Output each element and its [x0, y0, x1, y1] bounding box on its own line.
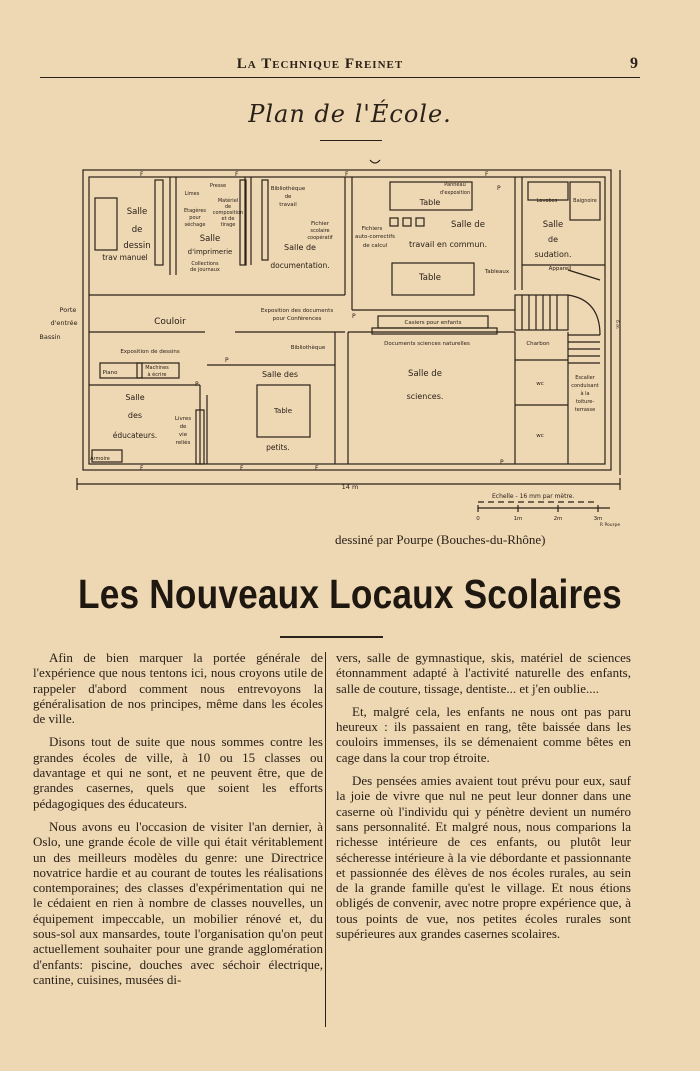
- svg-text:des: des: [127, 411, 143, 420]
- svg-text:et de: et de: [221, 216, 235, 222]
- svg-text:F: F: [240, 465, 244, 472]
- paragraph: Afin de bien marquer la portée générale de l'expérience que nous tentons ici, nous croyons utile de rappeler d'abord comment nous entrevoyons la généralisation de nos principes, même dans les écoles de ville.: [33, 650, 323, 727]
- paragraph: Et, malgré cela, les enfants ne nous ont pas paru heureux : ils passaient en rang, tête baissée dans les couloirs immenses, ils se démenaient comme bêtes en cage dans la cour trop étroite.: [336, 703, 631, 765]
- svg-text:F: F: [140, 171, 144, 178]
- svg-text:d'imprimerie: d'imprimerie: [187, 248, 233, 256]
- svg-text:Table: Table: [419, 198, 441, 207]
- svg-text:Collections: Collections: [191, 261, 219, 267]
- label-couloir: Couloir: [154, 317, 186, 327]
- svg-text:documentation.: documentation.: [270, 261, 330, 270]
- svg-text:sciences.: sciences.: [406, 392, 444, 401]
- svg-text:vie: vie: [178, 432, 188, 438]
- svg-text:Appareil: Appareil: [548, 266, 572, 272]
- article-title-rule: [280, 636, 383, 638]
- svg-text:Limes: Limes: [184, 191, 200, 197]
- svg-text:P: P: [500, 459, 504, 466]
- svg-text:Lavabos: Lavabos: [536, 198, 558, 204]
- svg-text:de calcul: de calcul: [362, 243, 388, 249]
- svg-text:à la: à la: [580, 391, 590, 397]
- svg-text:de: de: [284, 194, 292, 200]
- right-column: [336, 650, 631, 949]
- svg-text:terrasse: terrasse: [574, 407, 596, 413]
- svg-text:Exposition de dessins: Exposition de dessins: [120, 349, 180, 355]
- svg-text:Table: Table: [419, 273, 441, 283]
- svg-text:Baignoire: Baignoire: [573, 198, 597, 204]
- svg-text:Fichier: Fichier: [311, 221, 329, 227]
- svg-text:F: F: [345, 171, 349, 178]
- svg-text:P: P: [352, 313, 356, 320]
- svg-text:0: 0: [476, 516, 480, 522]
- svg-text:Bibliothèque: Bibliothèque: [270, 186, 306, 192]
- svg-text:de: de: [131, 225, 143, 235]
- svg-text:Charbon: Charbon: [526, 341, 550, 347]
- svg-text:Tableaux: Tableaux: [484, 269, 510, 275]
- svg-text:coopératif: coopératif: [307, 235, 333, 241]
- dessin-cabinet: [95, 198, 117, 250]
- svg-text:petits.: petits.: [266, 443, 290, 452]
- article-body: [33, 650, 633, 1030]
- svg-text:éducateurs.: éducateurs.: [112, 431, 158, 440]
- svg-text:sudation.: sudation.: [534, 250, 572, 259]
- svg-text:Piano: Piano: [102, 370, 118, 376]
- svg-text:de journaux: de journaux: [190, 267, 220, 273]
- svg-text:F: F: [485, 171, 489, 178]
- paragraph: Disons tout de suite que nous sommes contre les grandes écoles de ville, à 10 ou 15 classes ou davantage et qui ne sont, et ne peuvent être, que de grandes casernes, quels que soient les efforts pédagogiques des éducateurs.: [33, 734, 323, 811]
- svg-text:F: F: [140, 465, 144, 472]
- svg-text:F: F: [235, 171, 239, 178]
- svg-text:scolaire: scolaire: [310, 228, 330, 234]
- school-floor-plan: [0, 150, 700, 540]
- svg-text:reliés: reliés: [175, 440, 191, 446]
- svg-text:Exposition des documents: Exposition des documents: [260, 308, 334, 314]
- svg-text:toiture-: toiture-: [575, 399, 595, 405]
- svg-text:composition: composition: [212, 210, 244, 216]
- svg-text:auto-correctifs: auto-correctifs: [354, 234, 396, 240]
- label-salle-documentation: Salle de: [284, 243, 316, 252]
- svg-text:travail: travail: [279, 202, 297, 208]
- label-salle-dessin: Salle: [126, 207, 148, 217]
- plan-signature: R Pourpe: [599, 523, 621, 528]
- svg-text:2m: 2m: [553, 516, 563, 522]
- article-title: Les Nouveaux Locaux Scolaires: [78, 571, 622, 617]
- svg-text:1m: 1m: [513, 516, 523, 522]
- svg-text:Livres: Livres: [174, 416, 192, 422]
- svg-text:conduisant: conduisant: [571, 383, 599, 389]
- svg-text:pour: pour: [189, 215, 201, 221]
- staircase: [515, 270, 600, 363]
- svg-text:wc: wc: [536, 433, 544, 439]
- page-number: 9: [630, 55, 638, 72]
- plan-title: Plan de l'École.: [248, 100, 452, 128]
- column-divider: [325, 652, 326, 1027]
- svg-text:P: P: [225, 357, 229, 364]
- svg-text:P: P: [195, 381, 199, 388]
- svg-text:F: F: [315, 465, 319, 472]
- svg-text:trav manuel: trav manuel: [102, 253, 148, 262]
- paragraph: Des pensées amies avaient tout prévu pour eux, sauf la joie de vivre que nul ne peut leur donner dans une caserne où l'individu qui y pénètre devient un numéro sans personnalité. Et malgré nous, nous comparions la richesse intérieure de ces enfants, ou plutôt leur sécheresse intérieure à la vie débordante et passionnante et passionnée des élèves de nos écoles rurales, au sein de la grande famille qu'est le village. Et nous étions obligés de convenir, avec notre propre expérience que, à tous points de vue, nos petites écoles rurales sont supérieures aux grandes casernes scolaires.: [336, 773, 631, 942]
- svg-text:Documents sciences naturelles: Documents sciences naturelles: [384, 341, 470, 347]
- svg-text:travail en commun.: travail en commun.: [408, 240, 488, 249]
- running-title: La Technique Freinet: [236, 56, 404, 72]
- plan-credit: dessiné par Pourpe (Bouches-du-Rhône): [335, 532, 546, 547]
- svg-text:séchage: séchage: [184, 222, 206, 228]
- arch-mark: [370, 160, 380, 163]
- svg-text:Panneau: Panneau: [444, 182, 466, 188]
- label-salle-educateurs: Salle: [125, 393, 145, 402]
- svg-text:Machines: Machines: [145, 365, 169, 371]
- svg-text:Etagères: Etagères: [183, 208, 207, 214]
- svg-text:dessin: dessin: [123, 241, 151, 251]
- svg-text:d'entrée: d'entrée: [50, 319, 78, 327]
- paragraph: Nous avons eu l'occasion de visiter l'an dernier, à Oslo, une grande école de ville qui était véritablement un des meilleurs modèles du genre: une Directrice novatrice hardie et au courant de toutes les réalisations contemporaines; des classes d'expérimentation qui ne le cédaient en rien à nombre de classes nouvelles, un équipement impeccable, un mobilier rénové et, du sous-sol aux mansardes, toute l'organisation qu'on peut actuellement souhaiter pour une grande agglomération d'enfants: piscine, douches avec séchoir électrique, cantine, cuisines, musées di-: [33, 818, 323, 987]
- svg-text:Armoire: Armoire: [90, 456, 110, 462]
- svg-text:wc: wc: [536, 381, 544, 387]
- running-head: [40, 55, 640, 78]
- svg-text:d'exposition: d'exposition: [439, 190, 471, 196]
- svg-text:Presse: Presse: [209, 183, 227, 189]
- dimension-label: 14 m: [341, 483, 359, 491]
- label-salle-sciences: Salle de: [408, 369, 442, 379]
- svg-text:3m: 3m: [593, 516, 603, 522]
- svg-text:Porte: Porte: [59, 306, 77, 314]
- plan-title-underline: [320, 140, 382, 141]
- svg-text:Bibliothèque: Bibliothèque: [290, 345, 326, 351]
- svg-text:Table: Table: [273, 407, 293, 415]
- label-salle-imprimerie: Salle: [199, 234, 221, 244]
- svg-text:pour Conférences: pour Conférences: [272, 316, 322, 322]
- svg-text:tirage: tirage: [220, 222, 236, 228]
- svg-text:Escalier: Escalier: [575, 375, 595, 381]
- svg-text:Fichiers: Fichiers: [361, 226, 383, 232]
- label-salle-petits: Salle des: [261, 370, 299, 379]
- svg-text:Casiers pour enfants: Casiers pour enfants: [404, 320, 462, 326]
- label-salle-travail: Salle de: [451, 220, 485, 230]
- scale-caption: Echelle - 16 mm par mètre.: [492, 493, 575, 500]
- svg-text:Bassin: Bassin: [39, 333, 61, 341]
- svg-text:à écrire: à écrire: [147, 372, 167, 378]
- svg-text:de: de: [179, 424, 187, 430]
- label-salle-sudation: Salle: [542, 220, 564, 230]
- left-column: [33, 650, 323, 995]
- svg-text:P: P: [497, 185, 501, 192]
- svg-text:Matériel: Matériel: [217, 198, 239, 204]
- svg-text:de: de: [548, 235, 558, 244]
- svg-text:de: de: [224, 204, 232, 210]
- svg-text:6 m: 6 m: [614, 320, 619, 329]
- paragraph-continuation: vers, salle de gymnastique, skis, matériel de sciences étonnamment adapté à l'activité naturelle des enfants, salle de couture, tissage, dentiste... et j'en oublie....: [336, 650, 631, 696]
